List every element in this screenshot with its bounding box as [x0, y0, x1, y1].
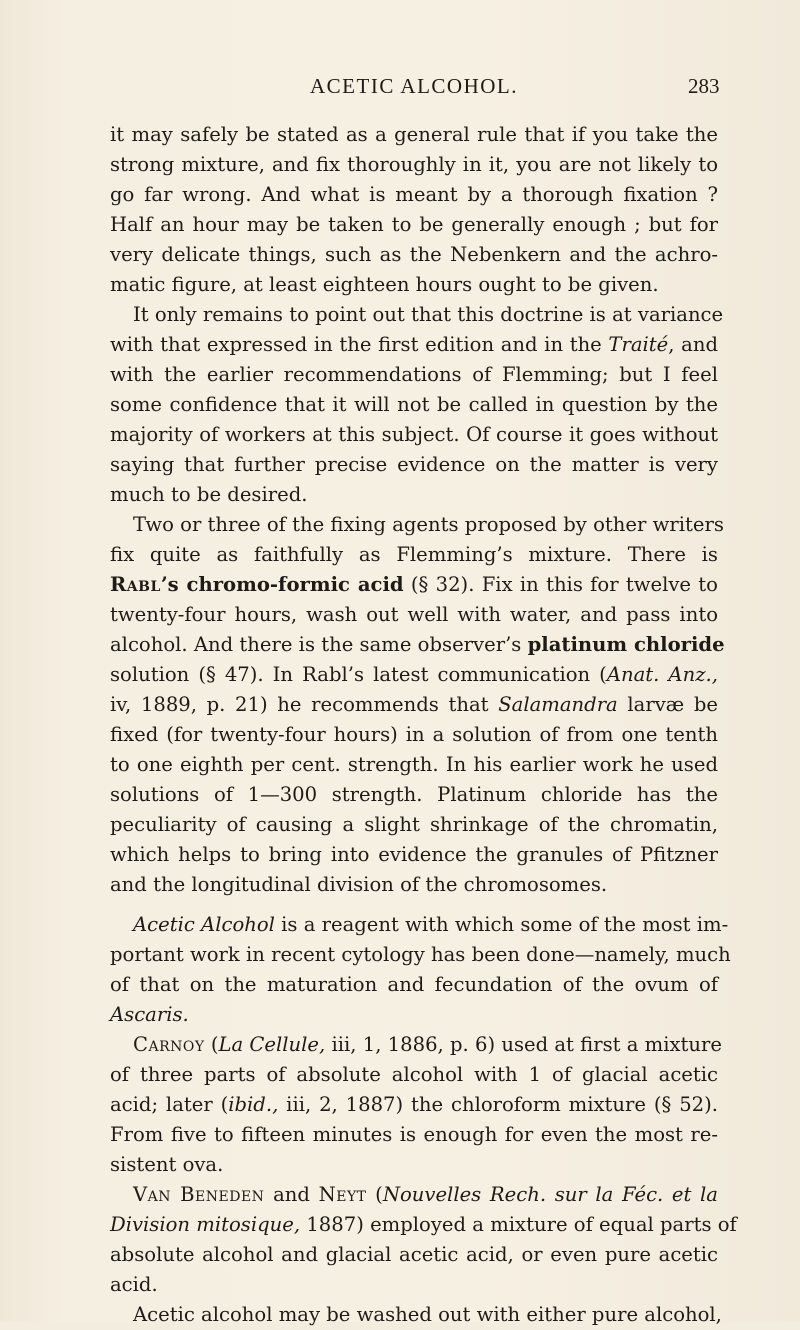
reagent-name: ’s chromo-formic acid	[160, 573, 404, 596]
section-term: Acetic Alcohol	[133, 913, 275, 936]
text-line: strong mixture, and fix thoroughly in it, you are not likely to	[110, 153, 718, 176]
text-span: iii, 2, 1887) the chloroform mixture (§ 52).	[278, 1093, 718, 1116]
text-line: solutions of 1—300 strength. Platinum chloride has the	[110, 783, 718, 806]
citation: La Cellule,	[218, 1033, 326, 1056]
text-line: of that on the maturation and fecundation of the ovum of	[110, 973, 718, 996]
author-name: Carnoy	[133, 1033, 205, 1056]
citation: Anat. Anz.,	[606, 663, 718, 686]
text-line: very delicate things, such as the Nebenkern and the achro-	[110, 243, 718, 266]
text-line: sistent ova.	[110, 1153, 224, 1176]
text-line	[133, 1180, 718, 1210]
text-line	[133, 1030, 723, 1060]
text-line: saying that further precise evidence on the matter is very	[110, 453, 718, 476]
text-line	[133, 910, 729, 940]
text-line	[110, 630, 725, 660]
text-span: with that expressed in the first edition and in the	[110, 333, 609, 356]
text-span: iii, 1, 1886, p. 6) used at first a mixture	[325, 1033, 723, 1056]
text-line	[110, 1210, 737, 1240]
text-line: Two or three of the fixing agents proposed by other writers	[133, 513, 724, 536]
text-line: matic figure, at least eighteen hours ought to be given.	[110, 273, 659, 296]
text-line: go far wrong. And what is meant by a thorough fixation ?	[110, 183, 718, 206]
text-line: From five to fifteen minutes is enough for even the most re-	[110, 1123, 718, 1146]
text-line: some confidence that it will not be called in question by the	[110, 393, 718, 416]
text-span: solution (§ 47). In Rabl’s latest communication (	[110, 663, 607, 686]
citation: Nouvelles Rech. sur la Féc. et la	[382, 1183, 718, 1206]
text-span: larvæ be	[617, 693, 718, 716]
text-line: fix quite as faithfully as Flemming’s mixture. There is	[110, 543, 718, 566]
text-line: absolute alcohol and glacial acetic acid, or even pure acetic	[110, 1243, 718, 1266]
text-line: to one eighth per cent. strength. In his earlier work he used	[110, 753, 718, 776]
running-title: ACETIC ALCOHOL.	[310, 74, 518, 98]
author-name: Neyt	[318, 1183, 367, 1206]
text-line: majority of workers at this subject. Of course it goes without	[110, 423, 718, 446]
text-line	[110, 330, 718, 360]
text-line: it may safely be stated as a general rule that if you take the	[110, 123, 718, 146]
italic-title: Traité	[608, 333, 669, 356]
text-line	[110, 570, 718, 600]
text-line: peculiarity of causing a slight shrinkage of the chromatin,	[110, 813, 718, 836]
text-span: acid; later (	[110, 1093, 229, 1116]
text-span: (	[204, 1033, 219, 1056]
page-number: 283	[688, 74, 720, 98]
text-line: and the longitudinal division of the chromosomes.	[110, 873, 608, 896]
text-line: much to be desired.	[110, 483, 308, 506]
text-line: which helps to bring into evidence the granules of Pfitzner	[110, 843, 718, 866]
text-span: iv, 1889, p. 21) he recommends that	[110, 693, 499, 716]
text-line: Acetic alcohol may be washed out with either pure alcohol,	[133, 1303, 722, 1326]
text-span: (	[366, 1183, 383, 1206]
author-name: Rabl	[110, 573, 161, 596]
text-span: 1887) employed a mixture of equal parts of	[300, 1213, 737, 1236]
text-line: acid.	[110, 1273, 158, 1296]
text-span: and	[264, 1183, 319, 1206]
text-line: of three parts of absolute alcohol with 1 of glacial acetic	[110, 1063, 718, 1086]
page-header	[0, 74, 800, 106]
text-line: It only remains to point out that this doctrine is at variance	[133, 303, 724, 326]
author-name: Van Beneden	[133, 1183, 265, 1206]
text-line	[110, 1000, 718, 1030]
text-line	[110, 690, 718, 720]
citation: Division mitosique,	[110, 1213, 301, 1236]
text-span: alcohol. And there is the same observer’s	[110, 633, 528, 656]
text-line	[110, 1090, 718, 1120]
text-line: twenty-four hours, wash out well with water, and pass into	[110, 603, 718, 626]
text-span: , and	[668, 333, 718, 356]
text-line	[110, 660, 718, 690]
species-name: Ascaris.	[110, 1003, 189, 1026]
text-line: portant work in recent cytology has been done—namely, much	[110, 943, 731, 966]
text-line: with the earlier recommendations of Flemming; but I feel	[110, 363, 718, 386]
text-line: fixed (for twenty-four hours) in a solution of from one tenth	[110, 723, 718, 746]
reagent-name: platinum chloride	[527, 633, 725, 656]
text-span: (§ 32). Fix in this for twelve to	[403, 573, 718, 596]
text-span: is a reagent with which some of the most im-	[274, 913, 729, 936]
text-line: Half an hour may be taken to be generally enough ; but for	[110, 213, 718, 236]
citation: ibid.,	[228, 1093, 279, 1116]
species-name: Salamandra	[498, 693, 618, 716]
